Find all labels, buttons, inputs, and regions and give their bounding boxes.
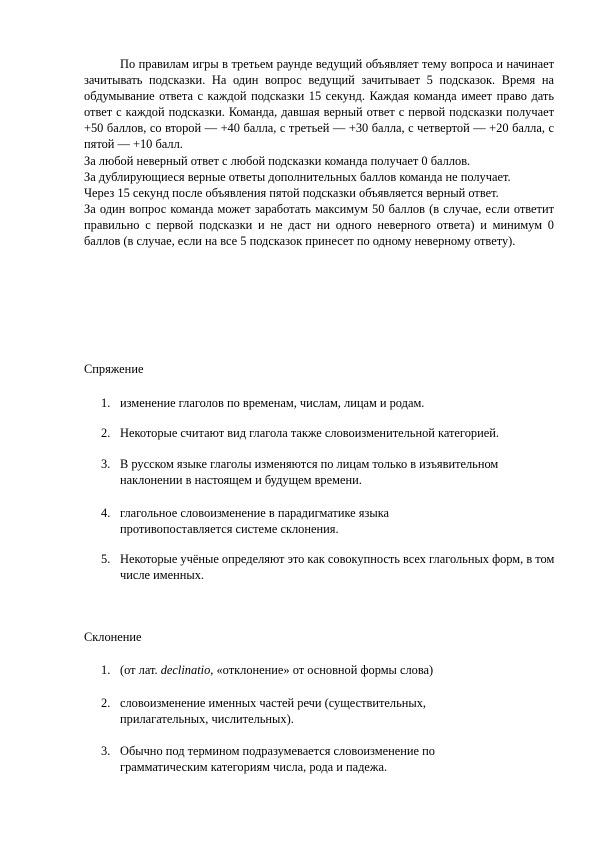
list-item — [84, 695, 490, 727]
list-number: 2. — [101, 696, 111, 710]
list-number: 3. — [101, 457, 111, 471]
list-item — [84, 425, 560, 441]
rules-paragraph: Через 15 секунд после объявления пятой подсказки объявляется верный ответ. — [84, 185, 499, 200]
rules-paragraph: За любой неверный ответ с любой подсказки команда получает 0 баллов. — [84, 153, 471, 168]
latin-term: declinatio — [160, 663, 211, 677]
list-number: 2. — [101, 426, 111, 440]
declension-title: Склонение — [84, 630, 142, 644]
list-item — [84, 662, 560, 678]
list-number: 1. — [101, 396, 111, 410]
list-text-prefix: (от лат. — [120, 663, 161, 677]
list-item — [84, 743, 500, 775]
list-text: Обычно под термином подразумевается словоизменение по грамматическим категориям числа, рода и падежа. — [120, 744, 435, 774]
list-number: 1. — [101, 663, 111, 677]
list-text — [120, 662, 560, 678]
list-text: В русском языке глаголы изменяются по лицам только в изъявительном наклонении в настоящем и будущем времени. — [120, 457, 499, 487]
conjugation-title: Спряжение — [84, 362, 144, 376]
rules-paragraph: За дублирующиеся верные ответы дополнительных баллов команда не получает. — [84, 169, 511, 184]
list-text: Некоторые считают вид глагола также словоизменительной категорией. — [120, 426, 499, 440]
list-text: Некоторые учёные определяют это как совокупность всех глагольных форм, в том числе именных. — [120, 552, 555, 582]
list-text: словоизменение именных частей речи (существительных, прилагательных, числительных). — [120, 696, 426, 726]
rules-paragraph: По правилам игры в третьем раунде ведущий объявляет тему вопроса и начинает зачитывать подсказки. На один вопрос ведущий зачитывает 5 подсказок. Время на обдумывание ответа с каждой подсказки 15 секунд. Каждая команда имеет право дать ответ с каждой подсказки. Команда, давшая верный ответ с первой подсказки получает +50 баллов, со второй — +40 балла, с третьей — +30 балла, с четвертой — +20 балла, с пятой — +10 балл. — [84, 57, 554, 152]
list-text: изменение глаголов по временам, числам, лицам и родам. — [120, 396, 425, 410]
list-item — [84, 505, 420, 537]
list-item — [84, 456, 560, 488]
list-number: 5. — [101, 552, 111, 566]
list-item — [84, 551, 560, 583]
list-number: 3. — [101, 744, 111, 758]
game-rules-text — [84, 56, 554, 249]
list-item — [84, 395, 560, 411]
list-text: глагольное словоизменение в парадигматике языка противопоставляется системе склонения. — [120, 506, 390, 536]
list-number: 4. — [101, 506, 111, 520]
list-text-suffix: , «отклонение» от основной формы слова) — [210, 663, 434, 677]
rules-paragraph: За один вопрос команда может заработать максимум 50 баллов (в случае, если ответит правильно с первой подсказки и не даст ни одного неверного ответа) и минимум 0 баллов (в случае, если на все 5 подсказок принесет по одному неверному ответу). — [84, 201, 554, 249]
